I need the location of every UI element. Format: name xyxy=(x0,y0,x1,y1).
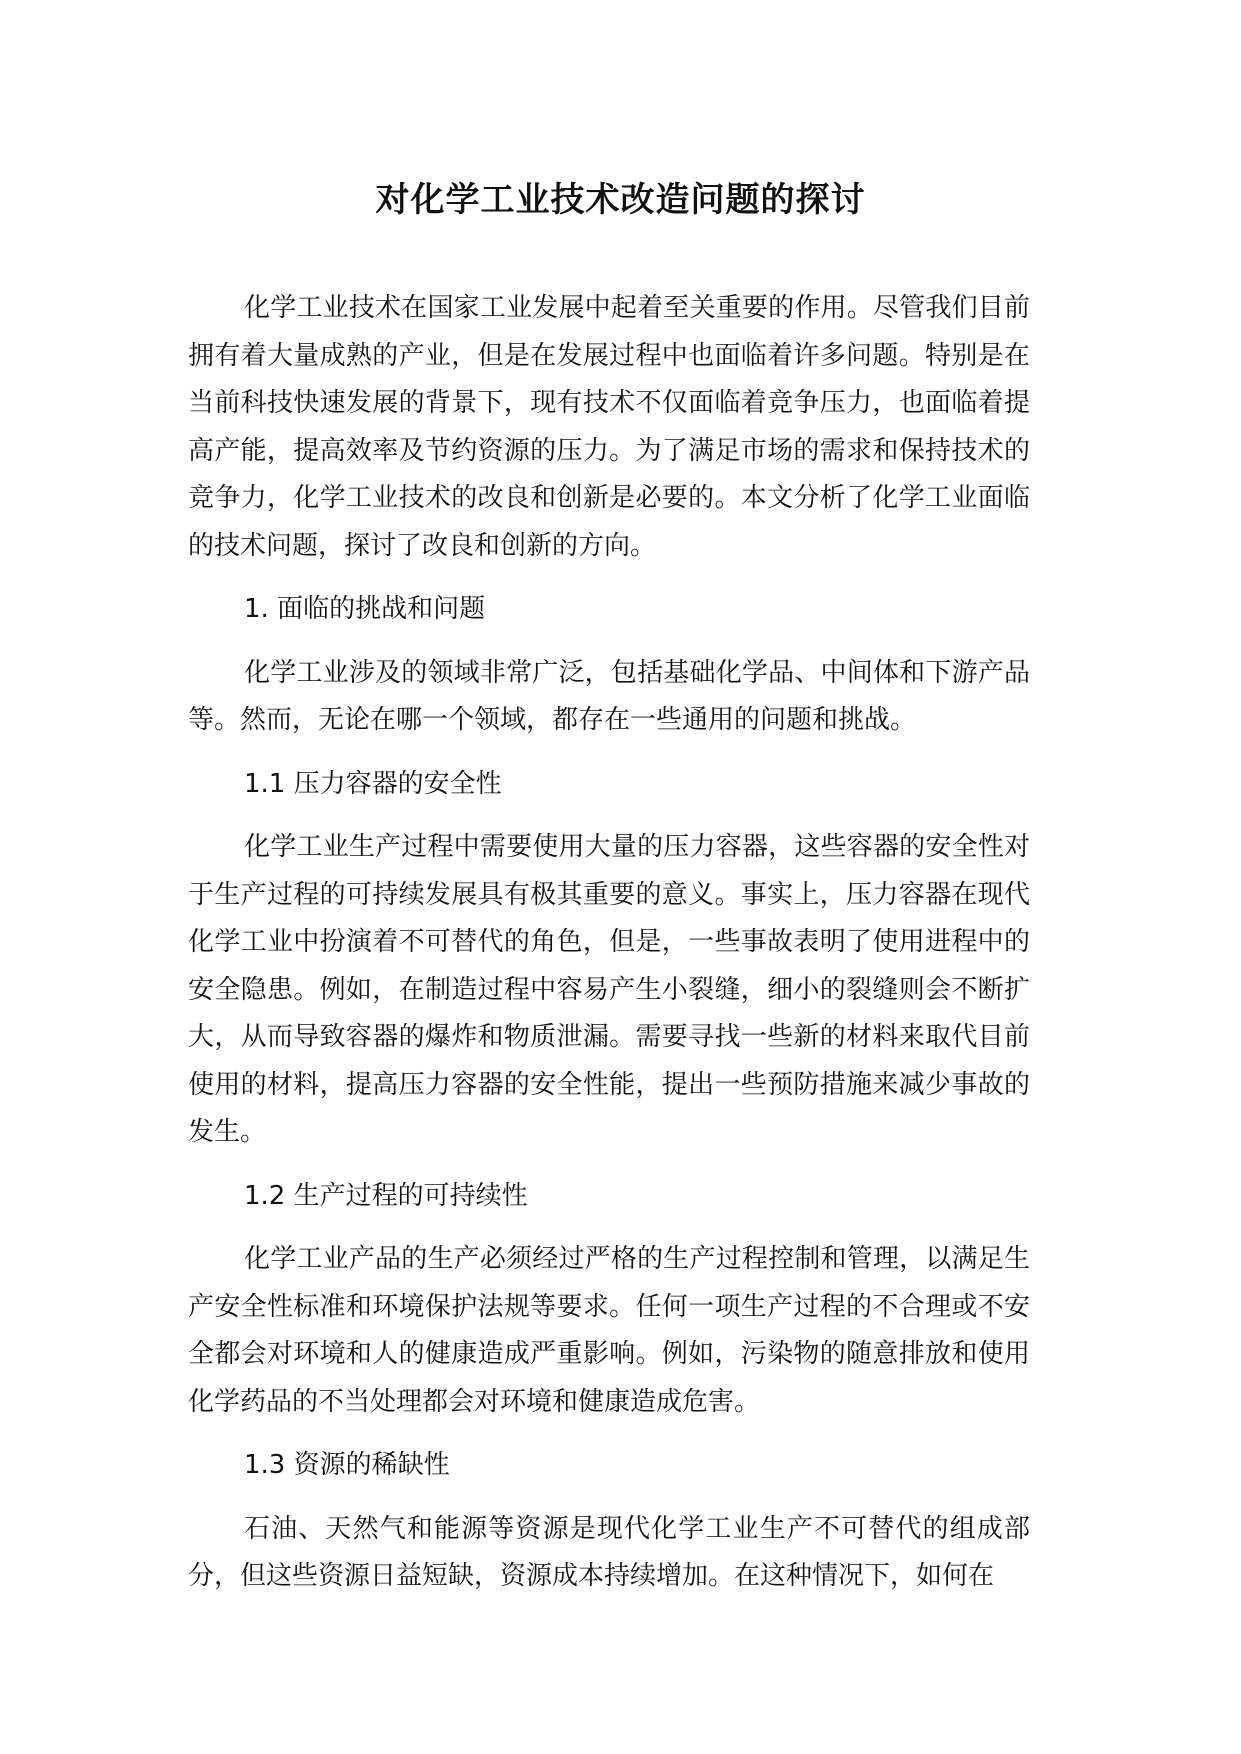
section-heading-1-3: 1.3 资源的稀缺性 xyxy=(244,1450,450,1480)
paragraph-challenges: 化学工业涉及的领域非常广泛，包括基础化学品、中间体和下游产品等。然而，无论在哪一个领域，都存在一些通用的问题和挑战。 xyxy=(188,657,1030,735)
section-heading-1-2: 1.2 生产过程的可持续性 xyxy=(244,1180,528,1211)
document-body xyxy=(188,285,1030,1601)
section-heading-1: 1. 面临的挑战和问题 xyxy=(244,594,486,624)
section-heading-1-1: 1.1 压力容器的安全性 xyxy=(244,768,502,799)
document-title: 对化学工业技术改造问题的探讨 xyxy=(375,180,866,220)
paragraph-sustainability: 化学工业产品的生产必须经过严格的生产过程控制和管理，以满足生产安全性标准和环境保护法规等要求。任何一项生产过程的不合理或不安全都会对环境和人的健康造成严重影响。例如，污染物的随意排放和使用化学药品的不当处理都会对环境和健康造成危害。 xyxy=(188,1244,1030,1417)
paragraph-pressure-vessels: 化学工业生产过程中需要使用大量的压力容器，这些容器的安全性对于生产过程的可持续发展具有极其重要的意义。事实上，压力容器在现代化学工业中扮演着不可替代的角色，但是，一些事故表明了使用进程中的安全隐患。例如，在制造过程中容易产生小裂缝，细小的裂缝则会不断扩大，从而导致容器的爆炸和物质泄漏。需要寻找一些新的材料来取代目前使用的材料，提高压力容器的安全性能，提出一些预防措施来减少事故的发生。 xyxy=(188,832,1030,1147)
paragraph-intro: 化学工业技术在国家工业发展中起着至关重要的作用。尽管我们目前拥有着大量成熟的产业，但是在发展过程中也面临着许多问题。特别是在当前科技快速发展的背景下，现有技术不仅面临着竞争压力，也面临着提高产能，提高效率及节约资源的压力。为了满足市场的需求和保持技术的竞争力，化学工业技术的改良和创新是必要的。本文分析了化学工业面临的技术问题，探讨了改良和创新的方向。 xyxy=(188,293,1030,561)
paragraph-resources: 石油、天然气和能源等资源是现代化学工业生产不可替代的组成部分，但这些资源日益短缺，资源成本持续增加。在这种情况下，如何在 xyxy=(188,1513,1030,1591)
